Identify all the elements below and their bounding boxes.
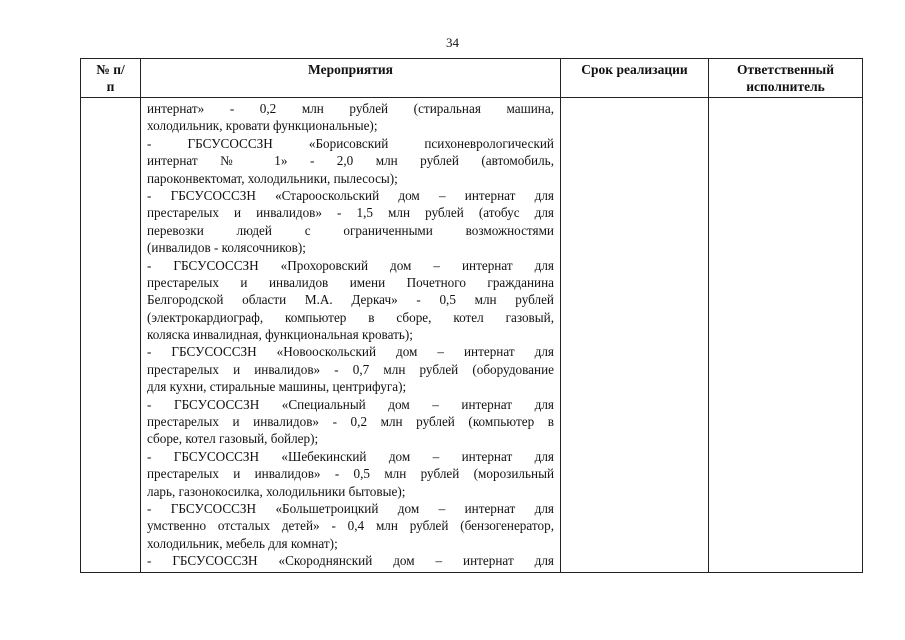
measure-line: сборе, котел газовый, бойлер); xyxy=(147,431,319,447)
measure-line: престарелых и инвалидов имени Почетного гражданина xyxy=(147,274,554,290)
measure-line: - ГБСУСОССЗН «Новооскольский дом – интернат для xyxy=(147,344,554,360)
measure-line: престарелых и инвалидов» - 1,5 млн рублей (атобус для xyxy=(147,205,554,221)
measure-line: - ГБСУСОССЗН «Специальный дом – интернат для xyxy=(147,396,554,412)
measure-line: - ГБСУСОССЗН «Старооскольский дом – интернат для xyxy=(147,187,554,203)
measure-line: - ГБСУСОССЗН «Шебекинский дом – интернат для xyxy=(147,448,554,464)
number-cell xyxy=(81,98,141,573)
table-row xyxy=(81,98,863,573)
measure-line: престарелых и инвалидов» - 0,2 млн рублей (компьютер в xyxy=(147,414,554,430)
header-deadline: Срок реализации xyxy=(561,59,709,98)
table-header-row xyxy=(81,59,863,98)
measure-line: престарелых и инвалидов» - 0,5 млн рублей (морозильный xyxy=(147,466,554,482)
measure-line: интернат» - 0,2 млн рублей (стиральная машина, xyxy=(147,101,554,116)
measure-line: - ГБСУСОССЗН «Большетроицкий дом – интернат для xyxy=(147,500,554,516)
responsible-cell xyxy=(709,98,863,573)
measures-cell xyxy=(141,98,561,573)
measure-line: перевозки людей с ограниченными возможностями xyxy=(147,222,554,238)
header-number: № п/п xyxy=(81,59,141,98)
measure-line: Белгородской области М.А. Деркач» - 0,5 млн рублей xyxy=(147,292,554,308)
measure-line: коляска инвалидная, функциональная кровать); xyxy=(147,327,413,343)
measure-line: (электрокардиограф, компьютер в сборе, котел газовый, xyxy=(147,309,554,325)
measure-line: умственно отсталых детей» - 0,4 млн рублей (бензогенератор, xyxy=(147,518,554,534)
deadline-cell xyxy=(561,98,709,573)
measure-line: - ГБСУСОССЗН «Скороднянский дом – интернат для xyxy=(147,553,554,569)
measure-line: холодильник, кровати функциональные); xyxy=(147,118,378,134)
measure-line: интернат № 1» - 2,0 млн рублей (автомобиль, xyxy=(147,153,554,169)
measure-line: ларь, газонокосилка, холодильники бытовые); xyxy=(147,483,406,499)
measure-line: престарелых и инвалидов» - 0,7 млн рублей (оборудование xyxy=(147,361,554,377)
measure-line: (инвалидов - колясочников); xyxy=(147,240,306,256)
measure-line: холодильник, мебель для комнат); xyxy=(147,535,338,551)
header-responsible: Ответственный исполнитель xyxy=(709,59,863,98)
measure-line: пароконвектомат, холодильники, пылесосы); xyxy=(147,170,398,186)
header-measures: Мероприятия xyxy=(141,59,561,98)
measure-line: - ГБСУСОССЗН «Борисовский психоневрологический xyxy=(147,135,554,151)
measure-line: для кухни, стиральные машины, центрифуга); xyxy=(147,379,407,395)
measure-line: - ГБСУСОССЗН «Прохоровский дом – интернат для xyxy=(147,257,554,273)
page-number: 34 xyxy=(446,35,459,50)
measures-table xyxy=(80,58,863,573)
